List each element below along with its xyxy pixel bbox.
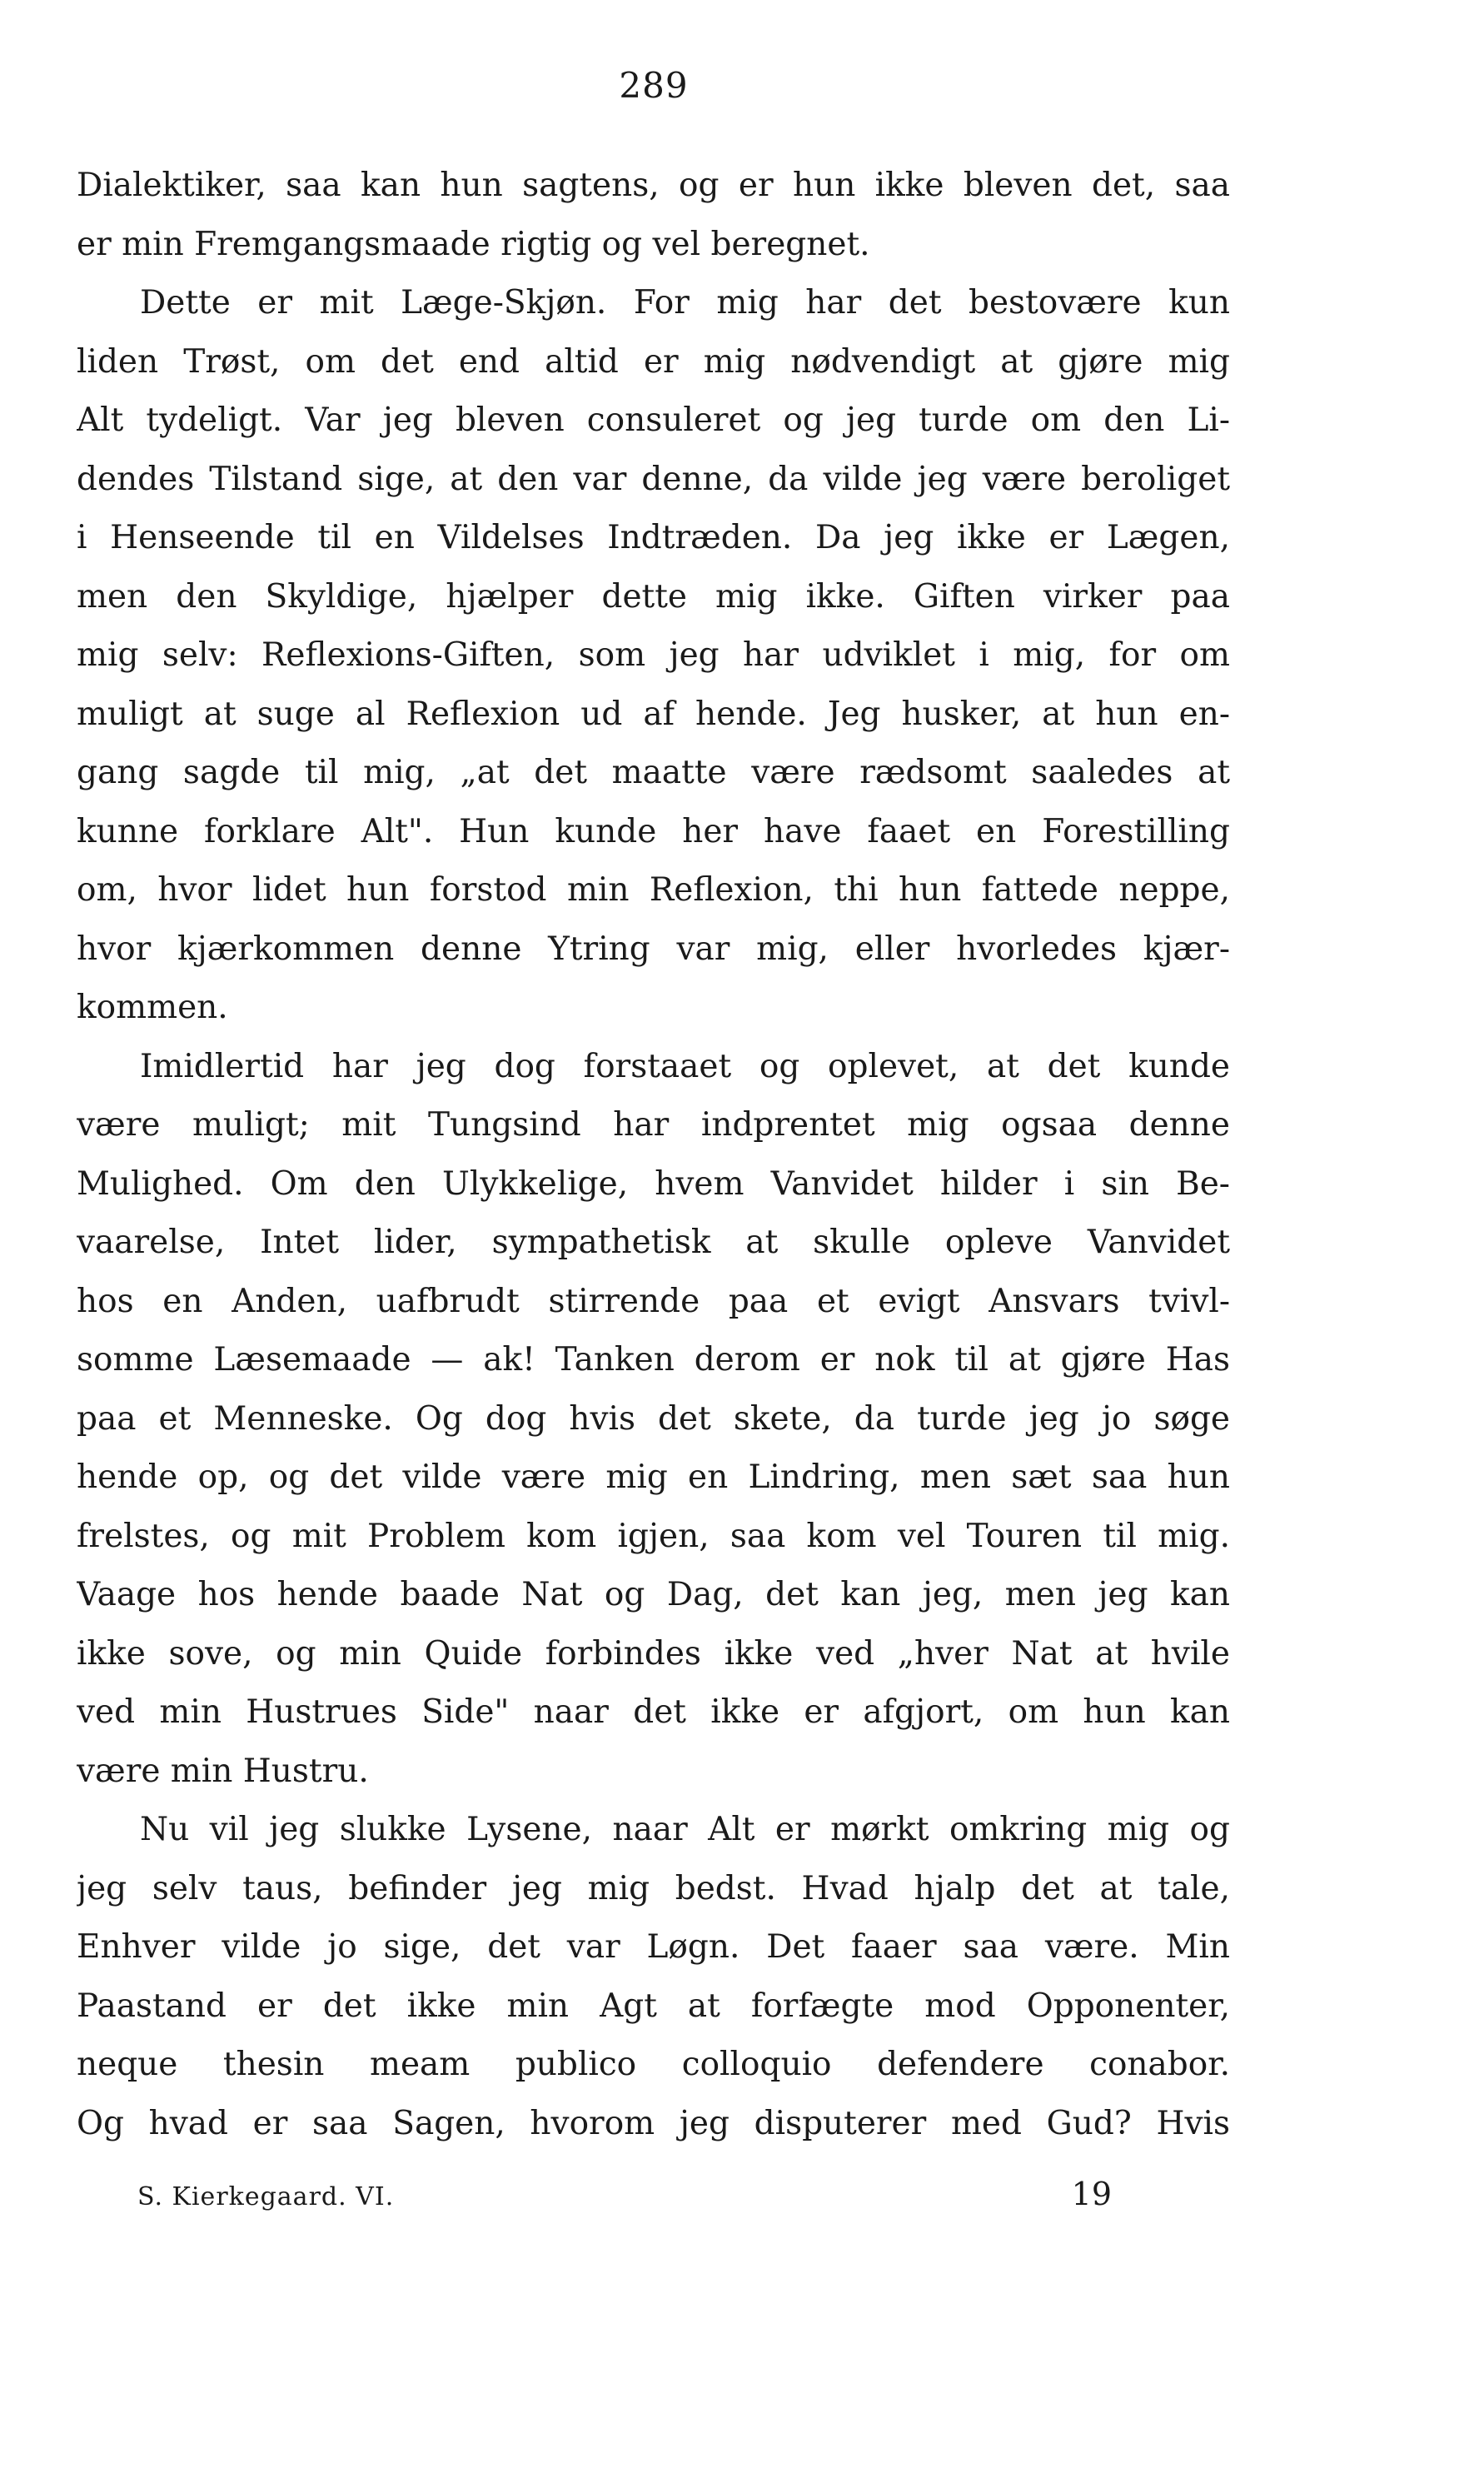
text-line: jeg selv taus, befinder jeg mig bedst. Hvad hjalp det at tale, xyxy=(77,1869,1230,1907)
text-line: Enhver vilde jo sige, det var Løgn. Det faaer saa være. Min xyxy=(77,1928,1230,1966)
text-line: i Henseende til en Vildelses Indtræden. Da jeg ikke er Lægen, xyxy=(77,519,1230,556)
text-line: Paastand er det ikke min Agt at forfægte mod Opponenter, xyxy=(77,1987,1230,2025)
text-line: Dette er mit Læge-Skjøn. For mig har det bestovære kun xyxy=(140,284,1230,322)
sheet-number: 19 xyxy=(1071,2176,1112,2212)
text-line: Nu vil jeg slukke Lysene, naar Alt er mørkt omkring mig og xyxy=(140,1811,1230,1848)
text-line: paa et Menneske. Og dog hvis det skete, da turde jeg jo søge xyxy=(77,1399,1230,1438)
text-line: men den Skyldige, hjælper dette mig ikke. Giften virker paa xyxy=(77,577,1230,616)
text-line: er min Fremgangsmaade rigtig og vel beregnet. xyxy=(77,225,870,263)
text-line: hvor kjærkommen denne Ytring var mig, eller hvorledes kjær- xyxy=(77,930,1230,968)
text-line: Og hvad er saa Sagen, hvorom jeg disputerer med Gud? Hvis xyxy=(77,2104,1230,2142)
text-line: kommen. xyxy=(77,989,228,1026)
footer-signature: S. Kierkegaard. VI. xyxy=(137,2182,395,2211)
text-line: liden Trøst, om det end altid er mig nødvendigt at gjøre mig xyxy=(77,342,1230,381)
text-line: Imidlertid har jeg dog forstaaet og oplevet, at det kunde xyxy=(140,1047,1230,1085)
text-line: Dialektiker, saa kan hun sagtens, og er hun ikke bleven det, saa xyxy=(77,167,1230,204)
text-line: frelstes, og mit Problem kom igjen, saa kom vel Touren til mig. xyxy=(77,1517,1230,1555)
text-line: kunne forklare Alt". Hun kunde her have faaet en Forestilling xyxy=(77,812,1230,850)
text-line: Mulighed. Om den Ulykkelige, hvem Vanvidet hilder i sin Be- xyxy=(77,1164,1230,1203)
page-number: 289 xyxy=(619,65,689,106)
text-line: vaarelse, Intet lider, sympathetisk at skulle opleve Vanvidet xyxy=(77,1224,1230,1261)
text-line: gang sagde til mig, „at det maatte være rædsomt saaledes at xyxy=(77,754,1230,791)
text-line: Alt tydeligt. Var jeg bleven consuleret og jeg turde om den Li- xyxy=(77,401,1230,439)
text-line: Vaage hos hende baade Nat og Dag, det kan jeg, men jeg kan xyxy=(77,1576,1230,1613)
text-line: ikke sove, og min Quide forbindes ikke ved „hver Nat at hvile xyxy=(77,1634,1230,1673)
text-line: hende op, og det vilde være mig en Lindring, men sæt saa hun xyxy=(77,1458,1230,1496)
text-line: ved min Hustrues Side" naar det ikke er afgjort, om hun kan xyxy=(77,1693,1230,1731)
text-line: mig selv: Reflexions-Giften, som jeg har udviklet i mig, for om xyxy=(77,636,1230,674)
text-line: hos en Anden, uafbrudt stirrende paa et evigt Ansvars tvivl- xyxy=(77,1282,1230,1320)
body-text xyxy=(77,157,1230,2153)
text-line: muligt at suge al Reflexion ud af hende. Jeg husker, at hun en- xyxy=(77,695,1230,733)
text-line: dendes Tilstand sige, at den var denne, da vilde jeg være beroliget xyxy=(77,460,1230,498)
text-line: være min Hustru. xyxy=(77,1752,369,1790)
text-line: somme Læsemaade — ak! Tanken derom er nok til at gjøre Has xyxy=(77,1341,1230,1379)
text-line: være muligt; mit Tungsind har indprentet mig ogsaa denne xyxy=(77,1106,1230,1144)
text-line: neque thesin meam publico colloquio defendere conabor. xyxy=(77,2046,1230,2083)
text-line: om, hvor lidet hun forstod min Reflexion, thi hun fattede neppe, xyxy=(77,871,1230,909)
